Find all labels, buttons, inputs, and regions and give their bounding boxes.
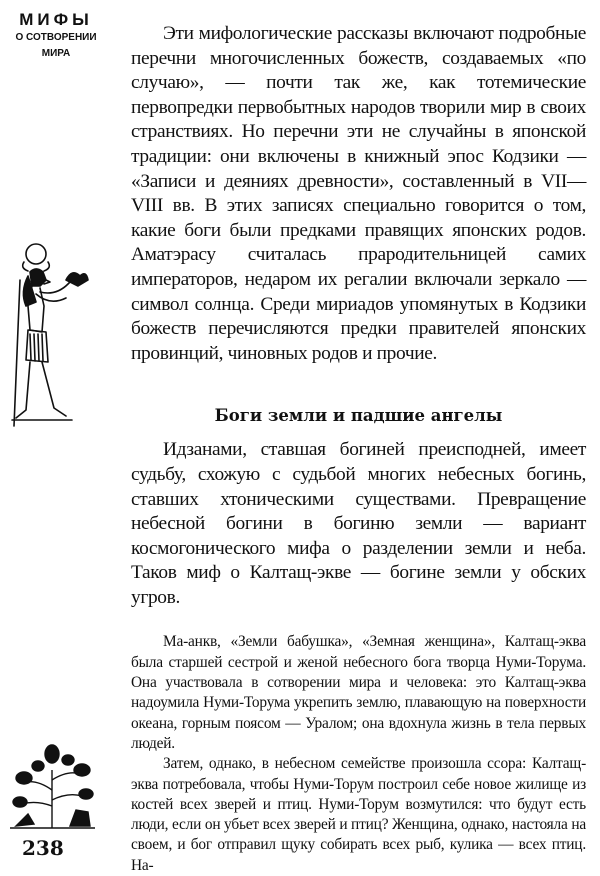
running-head-title: МИФЫ [19,10,93,29]
paragraph-izanami: Идзанами, ставшая богиней преисподней, имеет судьбу, схожую с судьбой многих небесных богинь, ставших хтоническими существами. Превращение небесной богини в богиню земли — вариант космогонического мифа о разделении земли и неба. Таков миф о Калтащ-экве — богине земли у обских угров. [131,439,586,608]
page-number: 238 [22,836,64,860]
paragraph-gap [131,610,586,632]
running-head-subtitle-1: О СОТВОРЕНИИ [15,32,97,43]
main-text-column [131,22,586,876]
tree-illustration [10,740,95,830]
running-head-subtitle-2: МИРА [41,48,71,59]
section-heading: Боги земли и падшие ангелы [214,406,503,426]
paragraph-mythological-lists: Эти мифологические рассказы включают подробные перечни многочисленных божеств, создаваемых «по случаю», — почти так же, как тотемические первопредки первобытных народов творили мир в своих странствиях. Но перечни эти не случайны в японской традиции: они включены в книжный эпос Кодзики — «Записи и деяниях древности», составленный в VII—VIII вв. В этих записях специально говорится о том, какие боги были предками правящих японских родов. Аматэрасу считалась прародительницей самих императоров, недаром их регалии включали зеркало — символ солнца. Среди мириадов упомянутых в Кодзики божеств перечисляются предки правителей японских провинций, чиновных родов и прочие. [131,23,586,364]
left-margin [0,0,115,872]
running-head [6,10,106,62]
excerpt-paragraph-1: Ма-анкв, «Земли бабушка», «Земная женщина», Калтащ-эква была старшей сестрой и женой небесного бога творца Нуми-Торума. Она участвовала в сотворении мира и человека: это Калтащ-эква надоумила Нуми-Торума укрепить землю, плавающую на поверхности океана, горным поясом — Уралом; она вдохнула жизнь в тела первых людей. [131,633,586,752]
egyptian-figure-illustration [6,240,106,430]
excerpt-paragraph-2: Затем, однако, в небесном семействе произошла ссора: Калтащ-эква потребовала, чтобы Нуми-Торум построил себе новое жилище из костей всех зверей и птиц. Нуми-Торум возмутился: что будут есть люди, если он убьет всех зверей и птиц? Женщина, однако, настояла на своем, и бог отправил щуку собирать всех рыб, кулика — всех птиц. На- [131,755,586,874]
